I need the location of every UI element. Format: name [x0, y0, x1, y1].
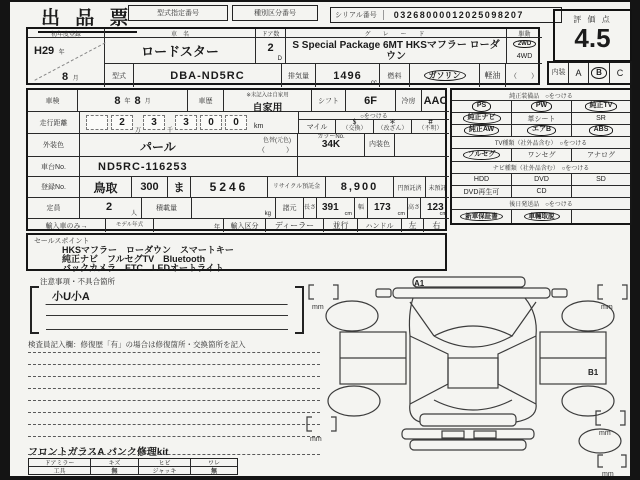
blank-line [28, 412, 320, 413]
drive-4wd: 4WD [516, 52, 533, 60]
mini-cell: 無 [91, 467, 139, 474]
mm-label: mm [310, 436, 322, 443]
load-unit: kg [264, 211, 271, 217]
capacity-unit: 人 [130, 211, 137, 217]
equip-sr: SR [596, 115, 606, 122]
drive-cell [507, 29, 542, 63]
navi-row-1 [452, 173, 630, 185]
mileage-man: 万 [135, 128, 142, 134]
navi-dvd-play: DVD再生可 [452, 186, 512, 197]
meter-flags [298, 112, 449, 134]
capacity-value: 2 [106, 201, 113, 213]
blank-line [28, 400, 320, 401]
wid-label: 幅 [355, 198, 368, 218]
mini-cell: キズ [91, 459, 139, 466]
frame-left [0, 0, 10, 480]
displacement-unit: cc [371, 80, 377, 86]
reg-area: 鳥取 [80, 177, 132, 197]
inspector-note: 検査員記入欄：修復歴「有」の場合は修復箇所・交換箇所を記入 [28, 340, 246, 349]
later-warranty-circled: 新車保証書 [460, 212, 503, 221]
color-change-value: （ ） [258, 147, 293, 154]
fuel-label: 燃料 [380, 64, 410, 87]
recycle-amount: 8,900 [326, 177, 394, 197]
blank-line [28, 388, 320, 389]
import-class-label: 輸入区分 [224, 219, 266, 232]
handle-right: 右 [432, 221, 441, 230]
later-manual-circled: 車輛取説 [524, 212, 560, 221]
first-reg-cell [28, 29, 105, 87]
mini-cell: ワレ [207, 461, 220, 467]
equip-row-3 [452, 124, 630, 136]
row-mileage [28, 112, 449, 134]
notes-box [30, 286, 304, 334]
color-no-value: 34K [321, 139, 341, 151]
wid-cell: 173 cm [368, 198, 408, 218]
ac-label: 冷房 [396, 90, 422, 111]
equip-row-1 [452, 100, 630, 112]
notes-line-2 [46, 305, 288, 316]
bracket-bottom-left [307, 417, 336, 431]
model-year-label: モデル年式 [106, 219, 154, 232]
fuel-diesel: 軽油 [480, 64, 506, 87]
mm-label: mm [312, 304, 324, 311]
meter-exchange: ＄ （交換） [336, 120, 374, 134]
history-cell [224, 90, 312, 114]
sales-line-3: バックカメラ ETC LEDオートライト [62, 263, 224, 273]
equip-ps-circled: PS [472, 101, 491, 111]
drive-label: 駆動 [507, 29, 542, 38]
mini-table-row-2 [29, 467, 237, 474]
chassis-blank [298, 157, 449, 176]
tv-oneseg: ワンセグ [512, 149, 572, 161]
class-code-box: 種別区分番号 [232, 5, 318, 21]
import-label: 輸入車のみ→ [28, 219, 106, 232]
model-label: 型式 [105, 64, 134, 87]
vehicle-table [26, 27, 540, 85]
blank-line [28, 376, 320, 377]
mileage-d3: 3 [175, 115, 197, 130]
handle-left: 左 [402, 219, 424, 232]
ext-color-label: 外装色 [28, 134, 80, 156]
int-color-label: 内装色 [365, 134, 395, 156]
reg-num: 5246 [191, 177, 268, 197]
chassis-label: 車台No. [28, 157, 80, 176]
capacity-label: 定員 [28, 198, 80, 218]
first-reg-year: H29 年 [34, 45, 65, 57]
glass-note: フロントガラスA パンク修理kit [27, 447, 169, 458]
row-shaken [28, 90, 449, 112]
grade-cell [286, 29, 507, 63]
damage-mark-b1: B1 [588, 368, 599, 377]
equip-leather: 革シート [512, 113, 572, 124]
interior-label: 内装 [549, 63, 569, 83]
displacement-label: 排気量 [282, 64, 316, 87]
recycle-not-deposited: 未預託 [428, 185, 447, 192]
recycle-label: リサイクル預託金 [268, 177, 326, 197]
model-year-cell [154, 219, 224, 232]
bracket-bottom-right [596, 411, 625, 425]
mm-label: mm [599, 430, 611, 437]
equip-airbag-circled: エアB [527, 125, 556, 135]
mini-cell: 無 [210, 469, 217, 475]
sales-line-2: 純正ナビ フルセグTV Bluetooth [62, 254, 206, 264]
notes-bracket-left [30, 286, 39, 334]
navi-type-title: ナビ種類（社外品含む） ○をつける [452, 161, 630, 173]
first-reg-month: 8 月 [62, 71, 79, 83]
import-dealer: ディーラー [266, 219, 324, 232]
row-capacity [28, 198, 449, 219]
meter-circle-note: ○をつける [299, 112, 449, 120]
model-year-unit: 年 [213, 225, 220, 231]
doors-value: 2 [267, 42, 274, 54]
mileage-d4: 0 [200, 115, 222, 130]
car-name-value: ロードスター [141, 44, 219, 59]
load-cell [192, 198, 276, 218]
recycle-deposited: 円預託済 [394, 177, 426, 197]
drive-2wd-circled: 2WD [513, 40, 536, 49]
row-registration [28, 177, 449, 198]
evaluation-box [553, 9, 632, 62]
first-reg-label: 初年度登録 [28, 29, 104, 38]
equip-title: 純正装備品 ○をつける [509, 93, 573, 100]
len-cell: 391 cm [317, 198, 355, 218]
mileage-d0 [86, 115, 108, 130]
hgt-label: 高さ [408, 198, 421, 218]
mileage-d5: 0 [225, 115, 247, 130]
navi-blank [572, 186, 630, 197]
sales-points-box [26, 233, 447, 271]
damage-mark-a1: A1 [414, 279, 425, 288]
mileage-d2: 3 [143, 115, 165, 130]
mileage-sen: 千 [167, 128, 174, 134]
shift-value: 6F [346, 90, 396, 111]
equip-navi-circled: 純正ナビ [463, 113, 501, 123]
handle-label: ハンドル [358, 219, 402, 232]
tv-type-title: TV種類（社外品含む） ○をつける [452, 136, 630, 148]
history-note: ※未記入は自家用 [246, 93, 289, 99]
navi-hdd: HDD [452, 174, 512, 185]
mileage-label: 走行距離 [28, 112, 80, 134]
load-label: 積載量 [142, 198, 192, 218]
mini-cell: ドアミラー [29, 459, 91, 466]
grade-label: グ レ ー ド [286, 29, 506, 38]
sales-line-1: HKSマフラー ローダウン スマートキー [62, 245, 234, 255]
navi-row-2 [452, 185, 630, 197]
frame-top [0, 0, 640, 2]
reg-kana: ま [168, 177, 191, 197]
later-blank [572, 210, 630, 223]
mini-table [28, 458, 238, 475]
serial-value: 03268000012025098207 [393, 10, 524, 20]
shift-label: シフト [312, 90, 346, 111]
spec-label: 諸元 [276, 198, 304, 218]
fuel-gas-cell [410, 64, 480, 87]
hgt-cell: 123 cm [427, 202, 447, 217]
equip-tv-circled: 純正TV [585, 101, 618, 111]
car-name-cell [105, 29, 256, 63]
color-no-cell [298, 134, 365, 156]
displacement-cell [316, 64, 380, 87]
mini-cell: ヒビ [139, 459, 191, 466]
reg-no-label: 登録No. [28, 177, 80, 197]
model-row [105, 63, 542, 87]
equip-aw-circled: 純正AW [464, 125, 499, 135]
doors-unit: D [277, 56, 282, 62]
doors-cell [256, 29, 286, 63]
interior-grade-box [547, 61, 632, 85]
later-row [452, 209, 630, 223]
chassis-value: ND5RC-116253 [80, 157, 298, 176]
mileage-d1: 2 [111, 115, 133, 130]
navi-dvd: DVD [512, 174, 572, 185]
model-code-box: 型式指定番号 [128, 5, 228, 21]
equip-row-2 [452, 112, 630, 124]
bracket-extra [598, 455, 626, 467]
blank-line [28, 352, 320, 353]
ext-color-value: パール [140, 140, 176, 154]
shaken-label: 車検 [28, 90, 78, 111]
tv-type-row [452, 148, 630, 161]
mini-cell: 工具 [29, 467, 91, 474]
fuel-other: （ ） [510, 72, 538, 80]
blank-line [28, 424, 320, 425]
doors-label: ドア数 [256, 29, 285, 38]
history-value: 自家用 [252, 103, 283, 114]
navi-cd: CD [512, 186, 572, 197]
row-import [28, 219, 449, 232]
mileage-unit: km [254, 123, 264, 130]
bracket-top-right [598, 285, 627, 299]
displacement-value: 1496 [333, 69, 362, 82]
grade-value: S Special Package 6MT HKSマフラー ローダウン [292, 39, 500, 62]
fuel-gasoline-circled: ガソリン [424, 70, 466, 81]
detail-table [26, 88, 447, 231]
ext-color-cell [80, 134, 298, 156]
color-no-label: カラーNo. [317, 134, 345, 140]
bracket-top-left [309, 285, 338, 299]
equip-pw-circled: PW [531, 101, 552, 111]
serial-label: シリアル番号 [331, 10, 384, 20]
history-label: 車歴 [188, 90, 224, 111]
evaluation-label: 評 価 点 [573, 15, 612, 24]
row-chassis [28, 157, 449, 177]
notes-line-3 [46, 319, 288, 330]
shaken-value: 8 年 8 月 [78, 90, 188, 111]
len-label: 長さ [304, 198, 317, 218]
equip-abs-circled: ABS [589, 125, 614, 135]
sheet-title: 出 品 票 [38, 3, 137, 33]
reg-class: 300 [132, 177, 168, 197]
row-color [28, 134, 449, 157]
notes-label: 注意事項・不具合箇所 [40, 277, 115, 286]
capacity-cell [80, 198, 142, 218]
meter-tampered: ＊ （改ざん） [374, 120, 412, 134]
notes-line-1: 小U小A [46, 288, 289, 305]
interior-b-circled: B [591, 67, 607, 78]
mm-label: mm [602, 471, 614, 478]
sales-points-label: セールスポイント [34, 238, 90, 245]
interior-c: C [616, 68, 624, 78]
color-change-label: 色替(元色) [263, 138, 291, 144]
later-title: 後日発送品 ○をつける [452, 197, 630, 209]
blank-line [28, 436, 320, 437]
ac-value: AAC [423, 94, 448, 107]
model-value: DBA-ND5RC [134, 64, 282, 87]
int-color-value [395, 134, 449, 156]
interior-a: A [569, 63, 589, 83]
equipment-panel [450, 88, 632, 225]
tv-fullseg-circled: フルセグ [463, 150, 501, 160]
tv-analog: アナログ [587, 152, 615, 159]
car-name-label: 車 名 [105, 29, 255, 38]
meter-unknown: ＃ （不明） [418, 120, 443, 133]
mini-cell: ジャッキ [139, 467, 191, 474]
blank-line [28, 454, 320, 455]
navi-sd: SD [596, 176, 606, 183]
import-parallel: 並行 [324, 219, 358, 232]
meter-mile: マイル [299, 120, 336, 134]
mm-label: mm [601, 304, 613, 311]
serial-box [330, 7, 562, 23]
evaluation-score: 4.5 [574, 23, 611, 53]
car-damage-diagram [302, 272, 634, 478]
blank-line [28, 364, 320, 365]
